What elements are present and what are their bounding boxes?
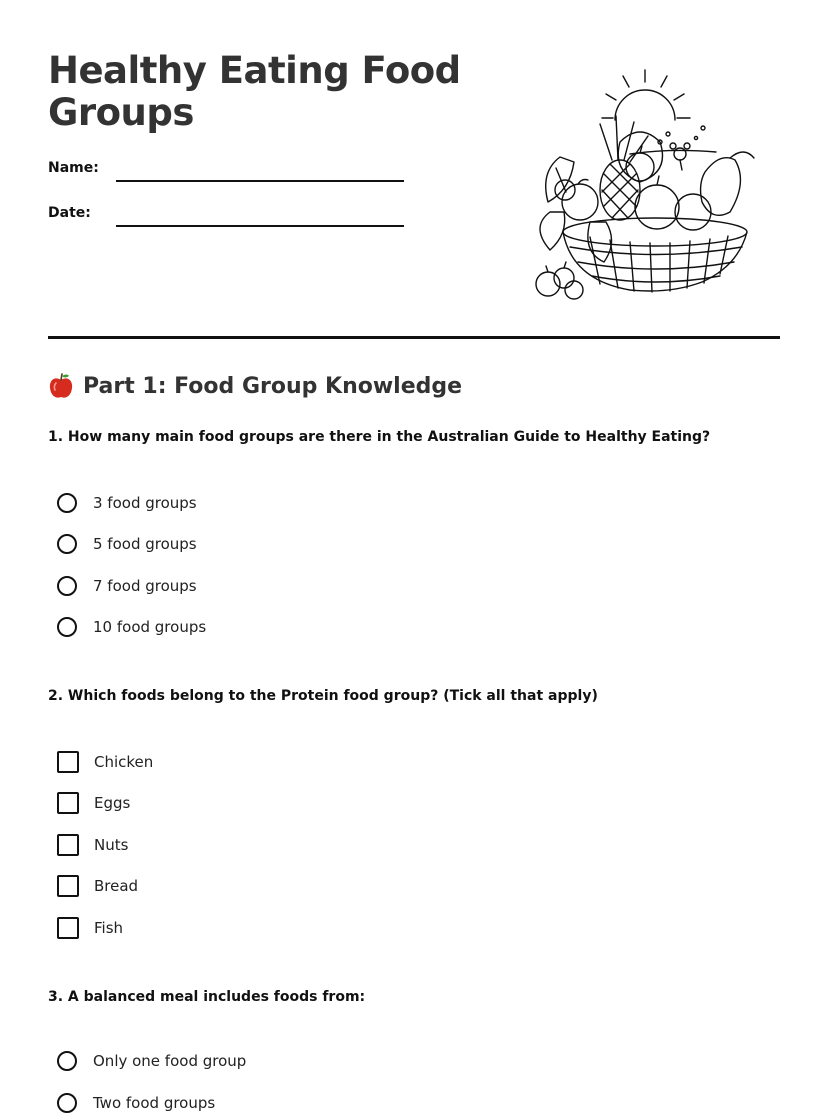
- question-3-text: 3. A balanced meal includes foods from:: [48, 989, 366, 1005]
- option-label: Nuts: [94, 836, 129, 854]
- q1-option-3[interactable]: [57, 573, 197, 599]
- q3-option-1[interactable]: [57, 1048, 246, 1074]
- radio-button[interactable]: [57, 534, 77, 554]
- fruit-basket-illustration: [520, 62, 760, 302]
- q1-option-2[interactable]: [57, 531, 197, 557]
- option-label: Two food groups: [93, 1094, 216, 1112]
- part1-heading-text: Part 1: Food Group Knowledge: [83, 373, 463, 399]
- question-2-text: 2. Which foods belong to the Protein food group? (Tick all that apply): [48, 688, 598, 704]
- date-label: Date:: [48, 205, 91, 221]
- red-apple-icon: [48, 372, 74, 400]
- option-label: 10 food groups: [93, 618, 207, 636]
- checkbox[interactable]: [57, 834, 79, 856]
- q1-option-4[interactable]: [57, 614, 206, 640]
- q2-option-3[interactable]: [57, 832, 128, 858]
- option-label: Chicken: [94, 753, 154, 771]
- q1-option-1[interactable]: [57, 490, 197, 516]
- radio-button[interactable]: [57, 617, 77, 637]
- q2-option-4[interactable]: [57, 873, 138, 899]
- date-field[interactable]: [116, 225, 404, 227]
- name-label: Name:: [48, 160, 99, 176]
- radio-button[interactable]: [57, 576, 77, 596]
- checkbox[interactable]: [57, 751, 79, 773]
- option-label: 3 food groups: [93, 494, 197, 512]
- q2-option-5[interactable]: [57, 915, 123, 941]
- option-label: 7 food groups: [93, 577, 197, 595]
- checkbox[interactable]: [57, 875, 79, 897]
- radio-button[interactable]: [57, 493, 77, 513]
- question-1-text: 1. How many main food groups are there in the Australian Guide to Healthy Eating?: [48, 429, 711, 445]
- radio-button[interactable]: [57, 1093, 77, 1113]
- radio-button[interactable]: [57, 1051, 77, 1071]
- checkbox[interactable]: [57, 792, 79, 814]
- q2-option-2[interactable]: [57, 790, 130, 816]
- name-field[interactable]: [116, 180, 404, 182]
- option-label: Bread: [94, 877, 139, 895]
- option-label: Eggs: [94, 794, 131, 812]
- option-label: Only one food group: [93, 1052, 247, 1070]
- part1-heading: [48, 372, 462, 400]
- q2-option-1[interactable]: [57, 749, 153, 775]
- checkbox[interactable]: [57, 917, 79, 939]
- q3-option-2[interactable]: [57, 1090, 215, 1116]
- option-label: 5 food groups: [93, 535, 197, 553]
- section-divider: [48, 336, 780, 339]
- option-label: Fish: [94, 919, 124, 937]
- worksheet-title: Healthy Eating Food Groups: [48, 49, 461, 134]
